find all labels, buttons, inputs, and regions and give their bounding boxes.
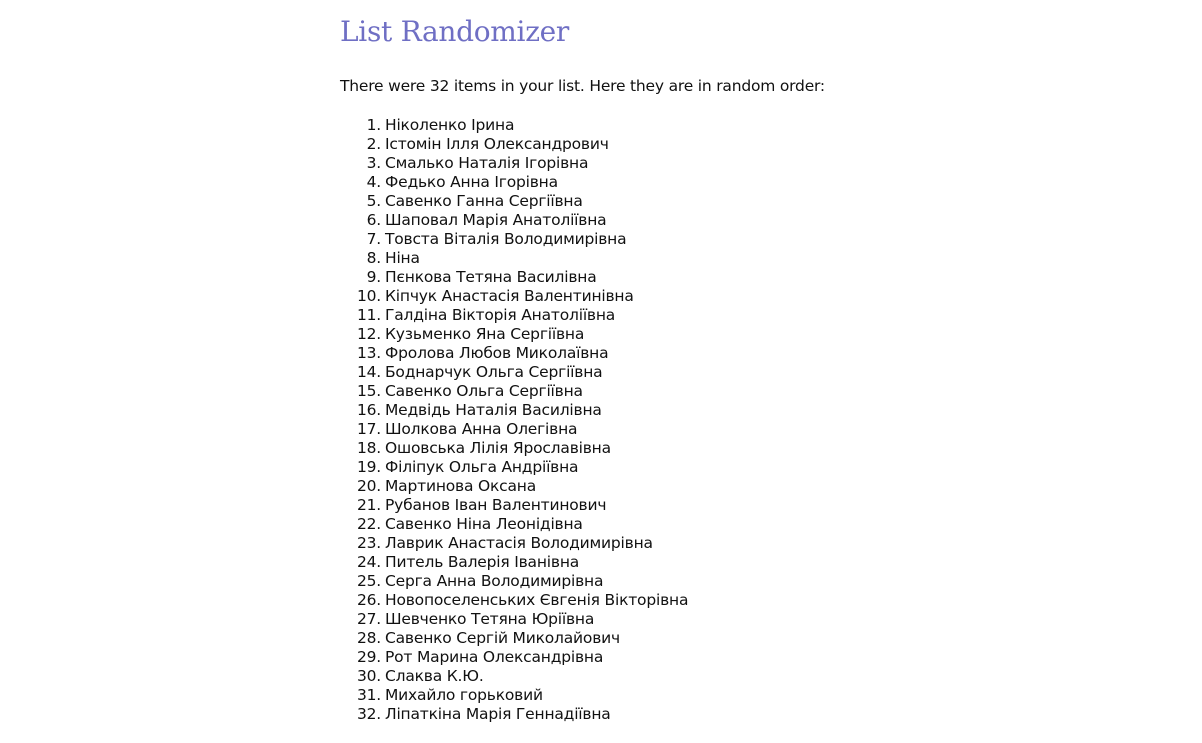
list-item-text: Савенко Ганна Сергіївна [385,192,583,210]
list-item [340,610,688,629]
list-item [340,135,688,154]
list-item [340,325,688,344]
list-item-number: 7. [366,230,381,248]
list-item [340,458,688,477]
list-item-number: 6. [366,211,381,229]
list-item-text: Боднарчук Ольга Сергіївна [385,363,603,381]
list-item-text: Кіпчук Анастасія Валентинівна [385,287,634,305]
list-item [340,648,688,667]
list-item-number: 16. [356,401,381,419]
list-item-number: 3. [366,154,381,172]
list-item-text: Михайло горьковий [385,686,543,704]
list-item [340,230,688,249]
list-item-number: 5. [366,192,381,210]
list-item-text: Смалько Наталія Ігорівна [385,154,589,172]
list-item-text: Федько Анна Ігорівна [385,173,558,191]
list-item-number: 32. [356,705,381,723]
list-item [340,154,688,173]
list-item-text: Слаква К.Ю. [385,667,484,685]
list-item-number: 21. [356,496,381,514]
list-item-text: Рубанов Іван Валентинович [385,496,607,514]
list-item-text: Шевченко Тетяна Юріївна [385,610,595,628]
list-item-text: Філіпук Ольга Андріївна [385,458,579,476]
list-item [340,496,688,515]
list-item [340,667,688,686]
list-item [340,268,688,287]
list-item-text: Мартинова Оксана [385,477,537,495]
list-item [340,572,688,591]
list-item [340,344,688,363]
list-item [340,211,688,230]
list-item-number: 15. [356,382,381,400]
list-item-number: 20. [356,477,381,495]
list-item [340,515,688,534]
list-item-number: 22. [356,515,381,533]
list-item [340,553,688,572]
list-item-number: 12. [356,325,381,343]
list-item-text: Ліпаткіна Марія Геннадіївна [385,705,611,723]
list-item [340,382,688,401]
list-item-number: 1. [366,116,381,134]
list-item-text: Товста Віталія Володимирівна [385,230,627,248]
list-item-text: Ніколенко Ірина [385,116,515,134]
list-item-number: 8. [366,249,381,267]
list-item-number: 14. [356,363,381,381]
list-item-number: 19. [356,458,381,476]
list-item [340,249,688,268]
list-item [340,287,688,306]
list-item [340,192,688,211]
list-item-number: 9. [366,268,381,286]
list-item-text: Шолкова Анна Олегівна [385,420,578,438]
list-item-number: 24. [356,553,381,571]
list-item [340,591,688,610]
list-item [340,363,688,382]
list-item-number: 28. [356,629,381,647]
list-item-number: 31. [356,686,381,704]
list-item [340,629,688,648]
list-item-text: Шаповал Марія Анатоліївна [385,211,607,229]
list-item [340,116,688,135]
list-item [340,686,688,705]
list-item [340,705,688,724]
list-item-text: Питель Валерія Іванівна [385,553,580,571]
list-item [340,420,688,439]
list-item-text: Пєнкова Тетяна Василівна [385,268,597,286]
list-item-text: Савенко Ольга Сергіївна [385,382,583,400]
list-item-number: 4. [366,173,381,191]
list-item-number: 27. [356,610,381,628]
list-item [340,439,688,458]
list-item-text: Новопоселенських Євгенія Вікторівна [385,591,689,609]
list-item-number: 10. [356,287,381,305]
list-item-text: Лаврик Анастасія Володимирівна [385,534,653,552]
list-item [340,401,688,420]
list-item-number: 2. [366,135,381,153]
list-item-text: Істомін Ілля Олександрович [385,135,609,153]
list-item-number: 25. [356,572,381,590]
list-item [340,534,688,553]
list-item-text: Кузьменко Яна Сергіївна [385,325,585,343]
list-item-number: 29. [356,648,381,666]
list-item-text: Савенко Сергій Миколайович [385,629,620,647]
list-item-number: 23. [356,534,381,552]
list-item-number: 26. [356,591,381,609]
list-item-number: 13. [356,344,381,362]
list-item-text: Ошовська Лілія Ярославівна [385,439,611,457]
list-item-text: Галдіна Вікторія Анатоліївна [385,306,616,324]
list-item-text: Медвідь Наталія Василівна [385,401,602,419]
list-item [340,306,688,325]
result-summary: There were 32 items in your list. Here they are in random order: [340,77,825,95]
list-item [340,477,688,496]
list-item [340,173,688,192]
list-item-number: 11. [356,306,381,324]
list-item-text: Рот Марина Олександрівна [385,648,604,666]
list-item-text: Ніна [385,249,420,267]
list-item-number: 18. [356,439,381,457]
list-item-text: Фролова Любов Миколаївна [385,344,609,362]
list-item-number: 17. [356,420,381,438]
page-title: List Randomizer [340,15,570,48]
list-item-text: Серга Анна Володимирівна [385,572,604,590]
list-item-text: Савенко Ніна Леонідівна [385,515,583,533]
list-item-number: 30. [356,667,381,685]
randomized-list [340,116,688,724]
